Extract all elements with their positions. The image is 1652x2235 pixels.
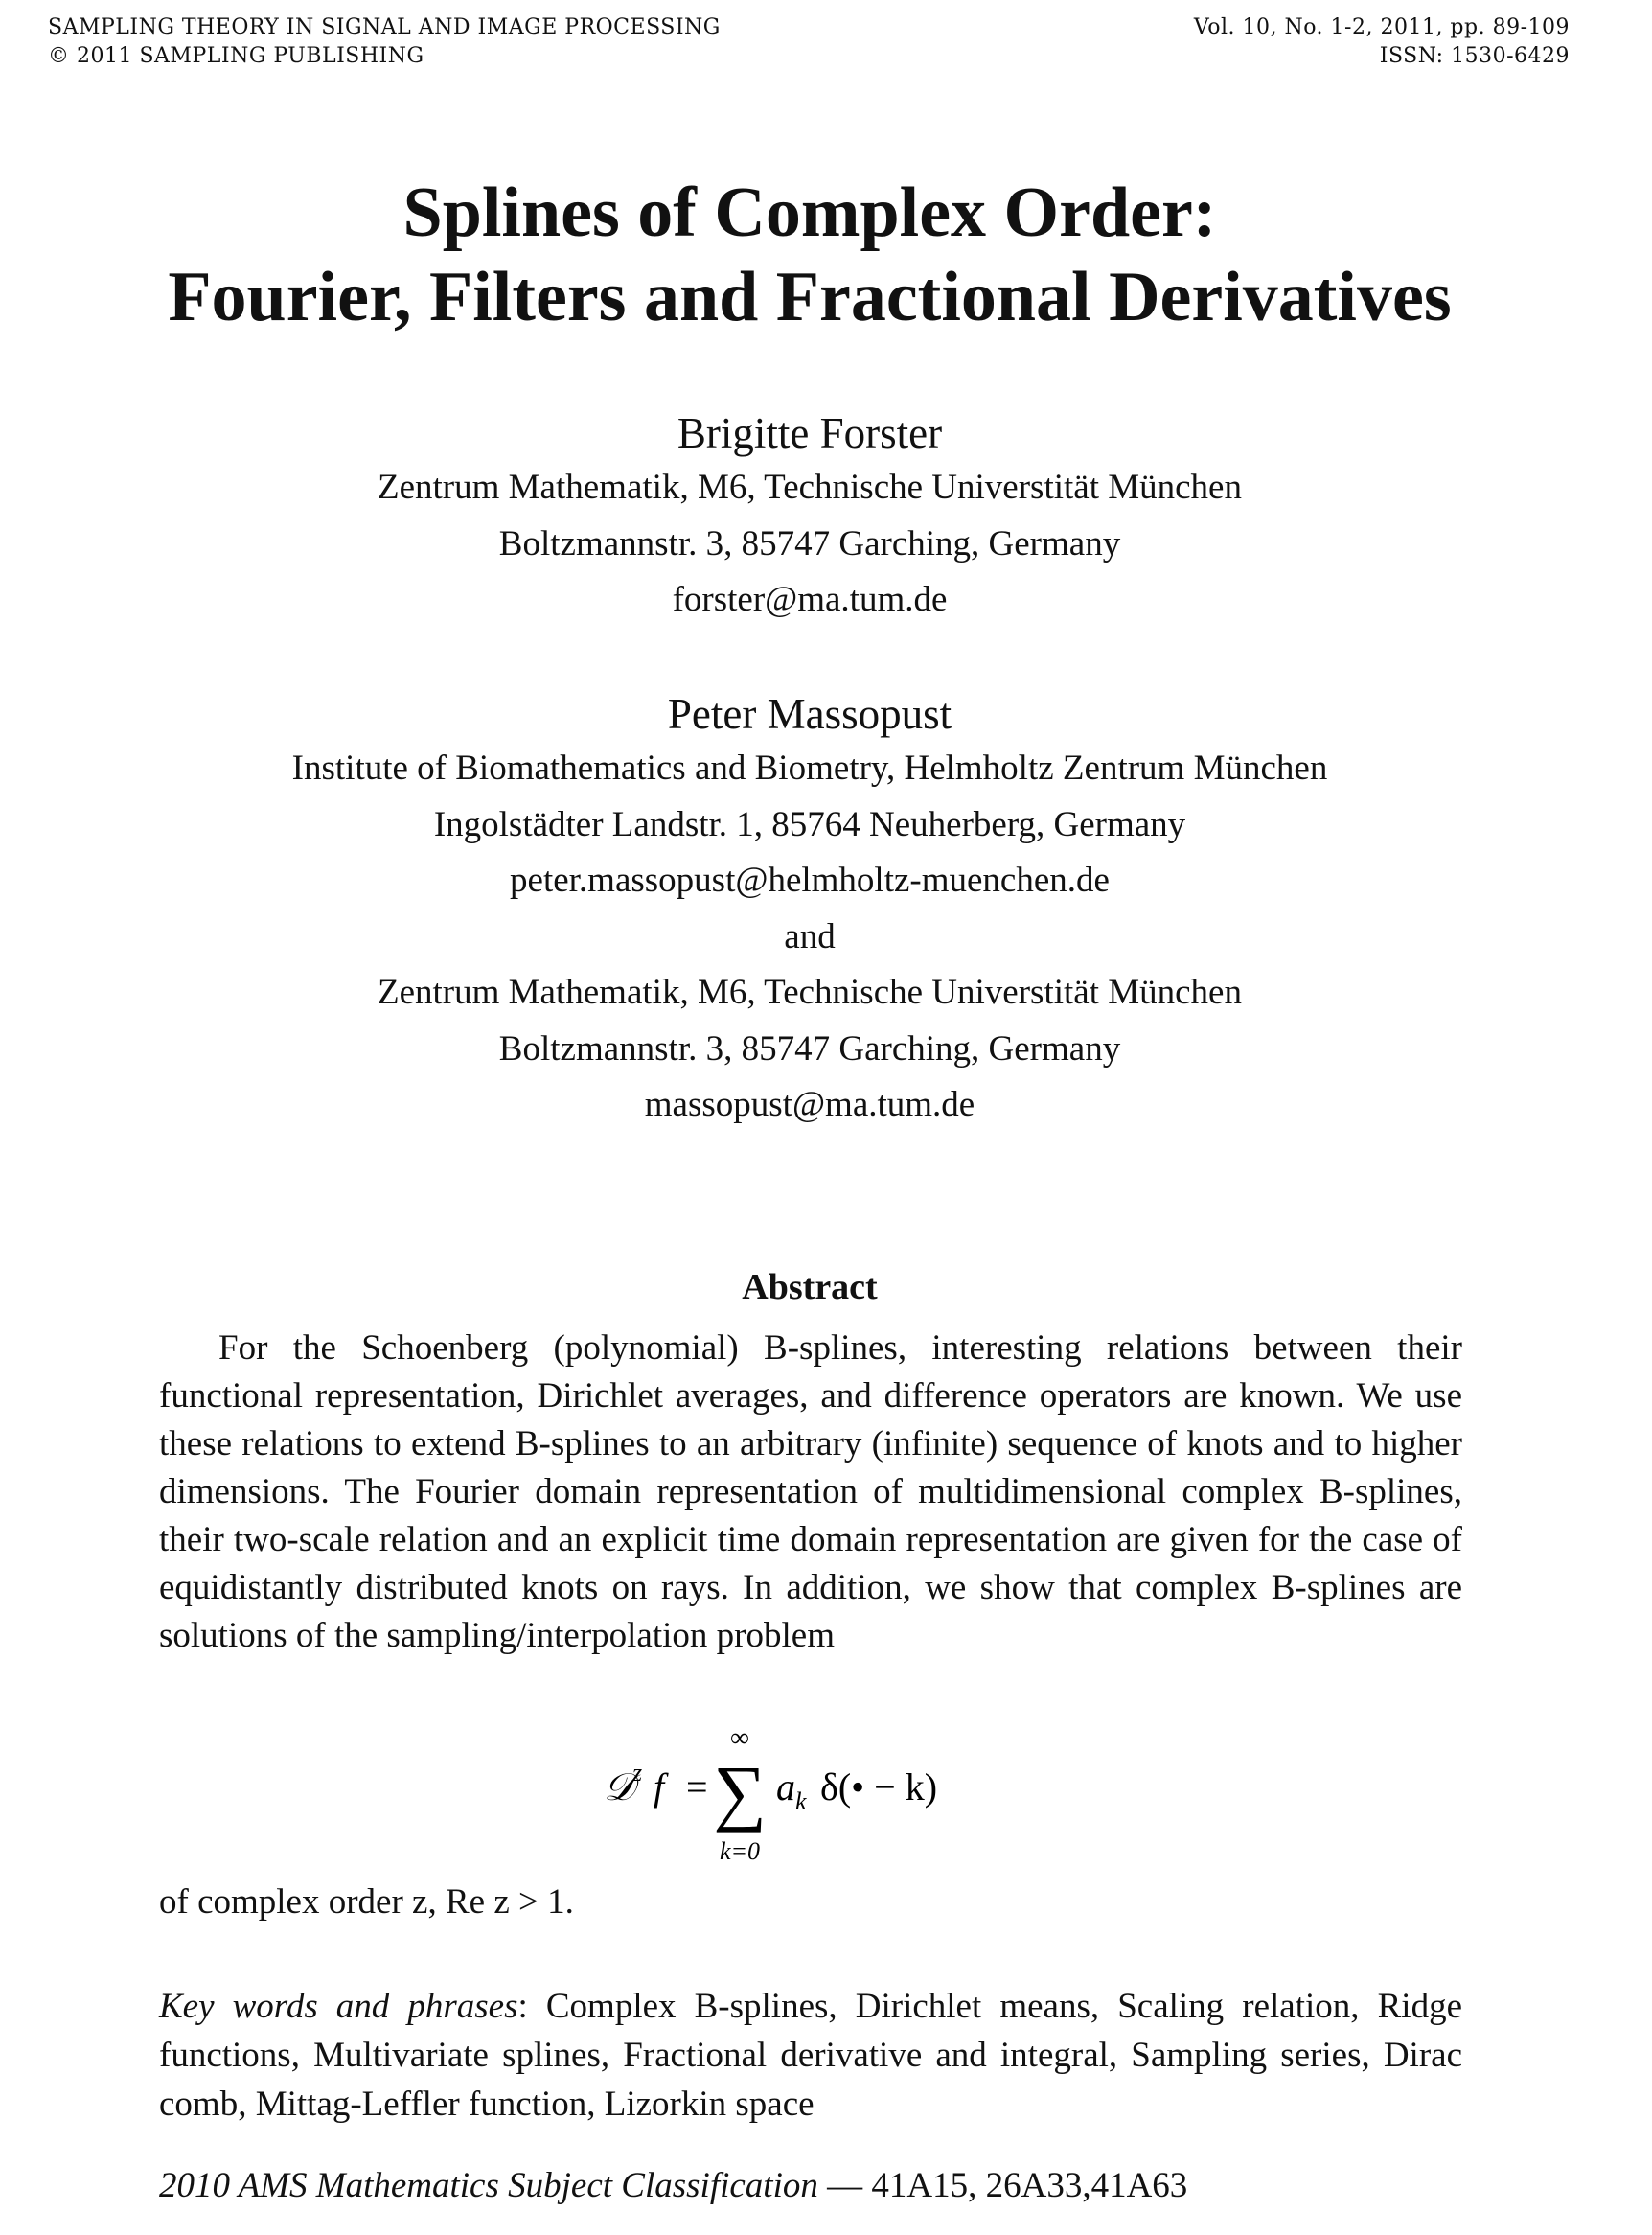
abstract-text: For the Schoenberg (polynomial) B-splines, interesting relations between their functional representation, Dirichlet averages, and difference operators are known. We use these relations to extend B-splines to an arbitrary (infinite) sequence of knots and to higher dimensions. The Fourier domain representation of multidimensional complex B-splines, their two-scale relation and an explicit time domain representation are given for the case of equidistantly distributed knots on rays. In addition, we show that complex B-splines are solutions of the sampling/interpolation problem [159,1328,1462,1655]
address-line: Ingolstädter Landstr. 1, 85764 Neuherberg, Germany [433,804,1186,844]
abstract-continuation: of complex order z, Re z > 1. [159,1882,574,1922]
author-block-2 [0,687,1619,1134]
affiliation-line: Institute of Biomathematics and Biometry, Helmholtz Zentrum München [291,749,1328,788]
keywords-text: : Complex B-splines, Dirichlet means, Scaling relation, Ridge functions, Multivariate splines, Fractional derivative and integral, Sampling series, Dirac comb, Mittag-Leffler function, Lizorkin space [159,1987,1462,2124]
running-header-left [48,13,721,71]
sum-upper-limit: ∞ [730,1725,749,1753]
address-line: Boltzmannstr. 3, 85747 Garching, Germany [498,523,1121,564]
author-block-1 [0,406,1619,629]
author-name: Peter Massopust [667,690,952,738]
abstract-heading: Abstract [742,1267,878,1307]
msc-label: 2010 AMS Mathematics Subject Classification [159,2166,818,2205]
msc-classification [159,2162,1187,2210]
copyright-line: © 2011 SAMPLING PUBLISHING [48,44,424,68]
sum-lower-limit: k=0 [719,1837,761,1865]
author-name: Brigitte Forster [677,409,943,457]
conjunction: and [784,916,836,956]
email-link[interactable]: forster@ma.tum.de [672,580,948,619]
keywords-label: Key words and phrases [159,1987,518,2026]
email-link[interactable]: massopust@ma.tum.de [644,1085,975,1124]
volume-info: Vol. 10, No. 1-2, 2011, pp. 89-109 [1193,15,1570,39]
affiliation-line: Zentrum Mathematik, M6, Technische Universtität München [378,468,1242,507]
formula-svg [604,1725,1044,1869]
address-line: Boltzmannstr. 3, 85747 Garching, Germany [498,1028,1121,1069]
formula-function: f [654,1765,665,1809]
summation-symbol: ∑ [713,1750,767,1833]
email-link[interactable]: peter.massopust@helmholtz-muenchen.de [510,861,1110,900]
journal-name: SAMPLING THEORY IN SIGNAL AND IMAGE PROCESSING [48,15,721,39]
msc-codes: — 41A15, 26A33,41A63 [817,2166,1188,2205]
keywords-paragraph [159,1982,1462,2129]
running-header-right [1194,13,1570,71]
display-formula [604,1725,1044,1869]
affiliation-line: Zentrum Mathematik, M6, Technische Universtität München [378,973,1242,1012]
formula-operator: 𝒟 [604,1765,634,1809]
paper-title [0,171,1619,339]
formula-exponent: z [632,1759,643,1786]
formula-delta-term: δ(• − k) [820,1765,938,1809]
formula-coefficient-subscript: k [795,1787,807,1815]
formula-coefficient: a [776,1765,795,1809]
formula-equals: = [686,1765,708,1809]
issn: ISSN: 1530-6429 [1379,44,1570,68]
title-line-2: Fourier, Filters and Fractional Derivatives [168,258,1452,336]
title-line-1: Splines of Complex Order: [402,173,1217,252]
